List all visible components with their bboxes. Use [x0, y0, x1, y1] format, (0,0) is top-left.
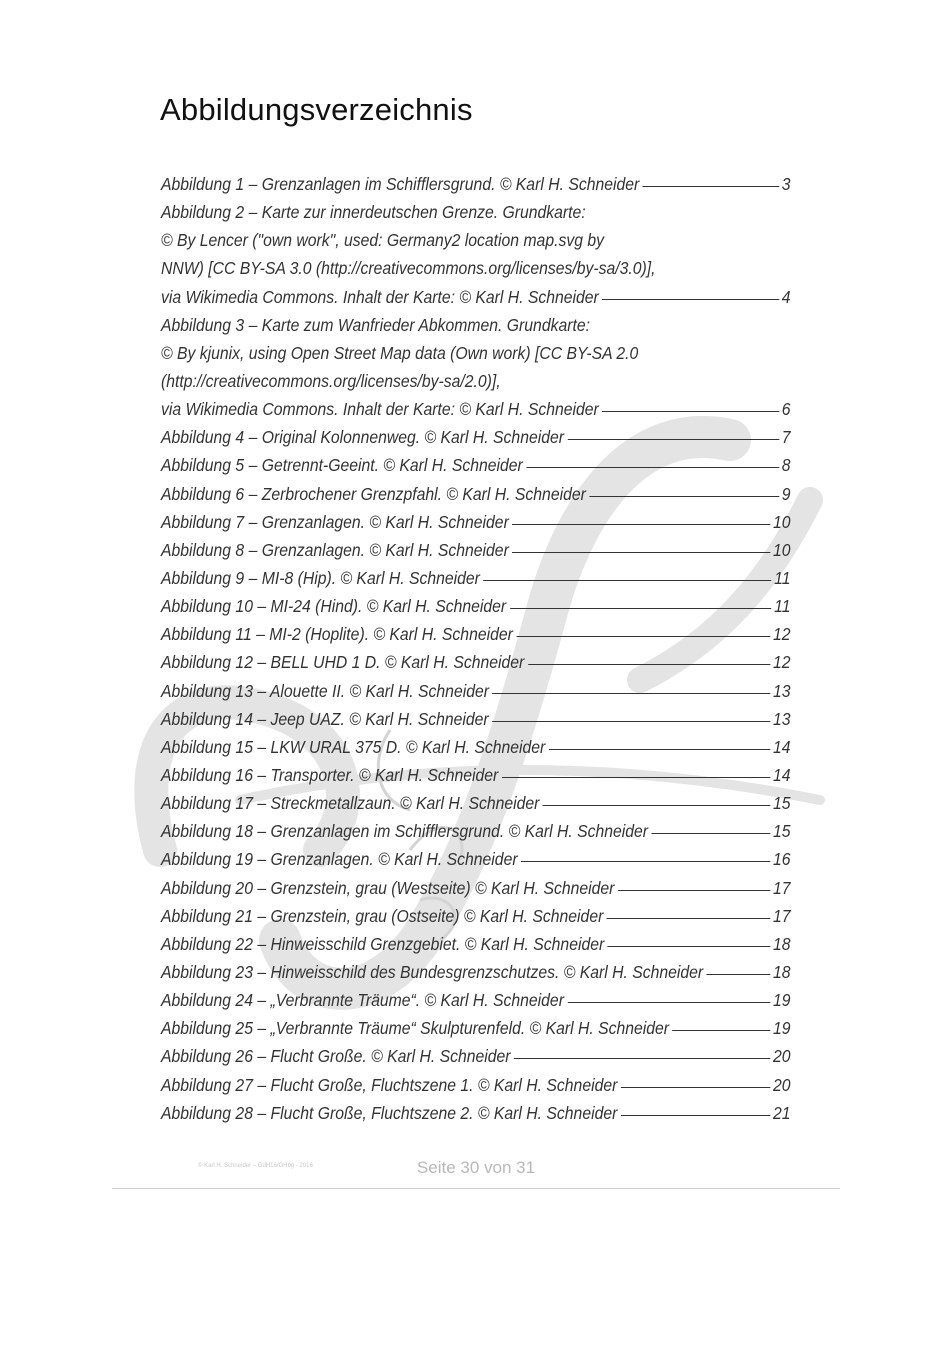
dot-leader — [621, 1087, 770, 1088]
figure-entry-text: Abbildung 20 – Grenzstein, grau (Westseite) © Karl H. Schneider — [161, 877, 615, 898]
dot-leader — [516, 636, 770, 637]
figure-entry-text: Abbildung 15 – LKW URAL 375 D. © Karl H. Schneider — [161, 736, 546, 757]
figure-entry-text: Abbildung 25 – „Verbrannte Träume“ Skulpturenfeld. © Karl H. Schneider — [161, 1018, 670, 1039]
dot-leader — [602, 299, 779, 300]
dot-leader — [707, 974, 771, 975]
figure-entry-text: Abbildung 27 – Flucht Große, Fluchtszene 1. © Karl H. Schneider — [161, 1074, 618, 1095]
figure-entry-text: Abbildung 13 – Alouette II. © Karl H. Schneider — [161, 680, 489, 701]
figure-entry[interactable] — [161, 705, 790, 733]
figure-entry-text: Abbildung 6 – Zerbrochener Grenzpfahl. © Karl H. Schneider — [161, 483, 586, 504]
dot-leader — [643, 186, 779, 187]
figure-entry-page: 17 — [772, 905, 791, 926]
dot-leader — [621, 1115, 770, 1116]
figure-entry[interactable] — [161, 395, 790, 423]
dot-leader — [618, 890, 770, 891]
figure-entry-text: Abbildung 28 – Flucht Große, Fluchtszene 2. © Karl H. Schneider — [161, 1102, 618, 1123]
figure-entry-text: Abbildung 4 – Original Kolonnenweg. © Karl H. Schneider — [161, 427, 564, 448]
figure-entry-page: 12 — [772, 624, 791, 645]
dot-leader — [514, 1058, 770, 1059]
figure-entry-page: 6 — [781, 399, 791, 420]
dot-leader — [526, 467, 779, 468]
figure-entry-page: 4 — [781, 286, 791, 307]
dot-leader — [543, 805, 770, 806]
figure-entry[interactable] — [161, 986, 790, 1014]
figure-entry-page: 14 — [772, 736, 791, 757]
figure-entry[interactable] — [161, 1099, 790, 1127]
figure-entry[interactable] — [161, 648, 790, 676]
figure-entry[interactable] — [161, 480, 790, 508]
figure-entry-text: Abbildung 10 – MI-24 (Hind). © Karl H. Schneider — [161, 596, 507, 617]
figure-entry-text: via Wikimedia Commons. Inhalt der Karte: © Karl H. Schneider — [161, 399, 599, 420]
figure-entry[interactable] — [161, 902, 790, 930]
figure-entry[interactable] — [161, 564, 790, 592]
figure-entry-page: 14 — [772, 764, 791, 785]
figure-entry[interactable] — [161, 958, 790, 986]
figure-entry-page: 18 — [772, 961, 791, 982]
figure-entry-page: 8 — [781, 455, 791, 476]
figure-entry-page: 18 — [772, 933, 791, 954]
dot-leader — [483, 580, 771, 581]
figure-entry[interactable] — [161, 874, 790, 902]
dot-leader — [568, 439, 779, 440]
figure-entry-page: 10 — [772, 511, 791, 532]
figure-entry[interactable] — [161, 733, 790, 761]
figure-entry-page: 13 — [772, 680, 791, 701]
figure-entry[interactable] — [161, 339, 790, 367]
page-number-label: Seite 30 von 31 — [416, 1158, 536, 1177]
figure-entry-page: 20 — [772, 1046, 791, 1067]
figure-entry-page: 10 — [772, 539, 791, 560]
figure-entry[interactable] — [161, 283, 790, 311]
figure-entry[interactable] — [161, 226, 790, 254]
figure-entry[interactable] — [161, 845, 790, 873]
dot-leader — [521, 861, 770, 862]
figure-entry-page: 19 — [772, 990, 791, 1011]
figure-entry[interactable] — [161, 677, 790, 705]
figure-entry[interactable] — [161, 620, 790, 648]
figure-entry[interactable] — [161, 198, 790, 226]
figure-entry[interactable] — [161, 592, 790, 620]
dot-leader — [673, 1030, 771, 1031]
figure-entry[interactable] — [161, 254, 790, 282]
figure-list — [161, 170, 790, 1127]
figure-entry-page: 20 — [772, 1074, 791, 1095]
figure-entry[interactable] — [161, 170, 790, 198]
figure-entry-text: Abbildung 23 – Hinweisschild des Bundesgrenzschutzes. © Karl H. Schneider — [161, 961, 704, 982]
dot-leader — [602, 411, 779, 412]
figure-entry[interactable] — [161, 1071, 790, 1099]
figure-entry[interactable] — [161, 789, 790, 817]
dot-leader — [607, 918, 770, 919]
figure-entry[interactable] — [161, 367, 790, 395]
dot-leader — [589, 496, 779, 497]
figure-entry-text: Abbildung 1 – Grenzanlagen im Schifflersgrund. © Karl H. Schneider — [161, 174, 640, 194]
figure-entry-text: Abbildung 11 – MI-2 (Hoplite). © Karl H. Schneider — [161, 624, 513, 645]
figure-entry[interactable] — [161, 930, 790, 958]
figure-entry[interactable] — [161, 1014, 790, 1042]
footer-divider — [112, 1188, 840, 1189]
figure-entry-text: via Wikimedia Commons. Inhalt der Karte: © Karl H. Schneider — [161, 286, 599, 307]
dot-leader — [549, 749, 770, 750]
figure-entry[interactable] — [161, 311, 790, 339]
figure-entry-text: Abbildung 8 – Grenzanlagen. © Karl H. Schneider — [161, 539, 509, 560]
figure-entry-page: 11 — [774, 567, 791, 588]
footer-copyright: © Karl H. Schneider – GdH16/GHbg - 2016 — [198, 1163, 313, 1169]
dot-leader — [502, 777, 770, 778]
figure-entry-page: 11 — [774, 596, 791, 617]
dot-leader — [493, 693, 771, 694]
figure-entry-text: Abbildung 5 – Getrennt-Geeint. © Karl H. Schneider — [161, 455, 523, 476]
figure-entry-text: Abbildung 19 – Grenzanlagen. © Karl H. Schneider — [161, 849, 518, 870]
figure-entry-text: Abbildung 21 – Grenzstein, grau (Ostseite) © Karl H. Schneider — [161, 905, 604, 926]
figure-entry-page: 21 — [772, 1102, 791, 1123]
figure-entry[interactable] — [161, 451, 790, 479]
figure-entry-text: Abbildung 17 – Streckmetallzaun. © Karl H. Schneider — [161, 793, 540, 814]
figure-entry-text: (http://creativecommons.org/licenses/by-sa/2.0)], — [161, 370, 501, 391]
dot-leader — [492, 721, 770, 722]
figure-entry-text: Abbildung 14 – Jeep UAZ. © Karl H. Schneider — [161, 708, 489, 729]
figure-entry-page: 3 — [781, 174, 791, 194]
figure-entry-text: NNW) [CC BY-SA 3.0 (http://creativecommons.org/licenses/by-sa/3.0)], — [161, 258, 656, 279]
dot-leader — [568, 1002, 771, 1003]
figure-entry-page: 9 — [781, 483, 791, 504]
dot-leader — [510, 608, 772, 609]
dot-leader — [512, 552, 770, 553]
figure-entry-text: Abbildung 22 – Hinweisschild Grenzgebiet. © Karl H. Schneider — [161, 933, 605, 954]
figure-entry[interactable] — [161, 1042, 790, 1070]
figure-entry-page: 16 — [772, 849, 791, 870]
figure-entry-page: 7 — [781, 427, 791, 448]
dot-leader — [512, 524, 770, 525]
figure-entry-text: Abbildung 7 – Grenzanlagen. © Karl H. Schneider — [161, 511, 509, 532]
figure-entry-page: 15 — [772, 793, 791, 814]
figure-entry[interactable] — [161, 536, 790, 564]
figure-entry[interactable] — [161, 817, 790, 845]
dot-leader — [528, 664, 770, 665]
figure-entry-text: Abbildung 24 – „Verbrannte Träume“. © Karl H. Schneider — [161, 990, 564, 1011]
dot-leader — [652, 833, 771, 834]
figure-entry-text: Abbildung 26 – Flucht Große. © Karl H. Schneider — [161, 1046, 511, 1067]
figure-entry-page: 12 — [772, 652, 791, 673]
figure-entry-page: 13 — [772, 708, 791, 729]
dot-leader — [608, 946, 770, 947]
figure-entry-text: Abbildung 18 – Grenzanlagen im Schifflersgrund. © Karl H. Schneider — [161, 821, 648, 842]
figure-entry-text: Abbildung 9 – MI-8 (Hip). © Karl H. Schneider — [161, 567, 480, 588]
page-title: Abbildungsverzeichnis — [160, 92, 473, 127]
figure-entry-text: Abbildung 16 – Transporter. © Karl H. Schneider — [161, 764, 499, 785]
figure-entry-text: © By kjunix, using Open Street Map data (Own work) [CC BY-SA 2.0 — [161, 342, 639, 363]
figure-entry[interactable] — [161, 508, 790, 536]
figure-entry-text: Abbildung 12 – BELL UHD 1 D. © Karl H. Schneider — [161, 652, 525, 673]
figure-entry-text: © By Lencer ("own work", used: Germany2 location map.svg by — [161, 230, 604, 251]
figure-entry[interactable] — [161, 423, 790, 451]
figure-entry-text: Abbildung 2 – Karte zur innerdeutschen Grenze. Grundkarte: — [161, 202, 586, 223]
figure-entry-page: 15 — [772, 821, 791, 842]
figure-entry[interactable] — [161, 761, 790, 789]
figure-entry-page: 19 — [772, 1018, 791, 1039]
figure-entry-page: 17 — [772, 877, 791, 898]
figure-entry-text: Abbildung 3 – Karte zum Wanfrieder Abkommen. Grundkarte: — [161, 314, 590, 335]
